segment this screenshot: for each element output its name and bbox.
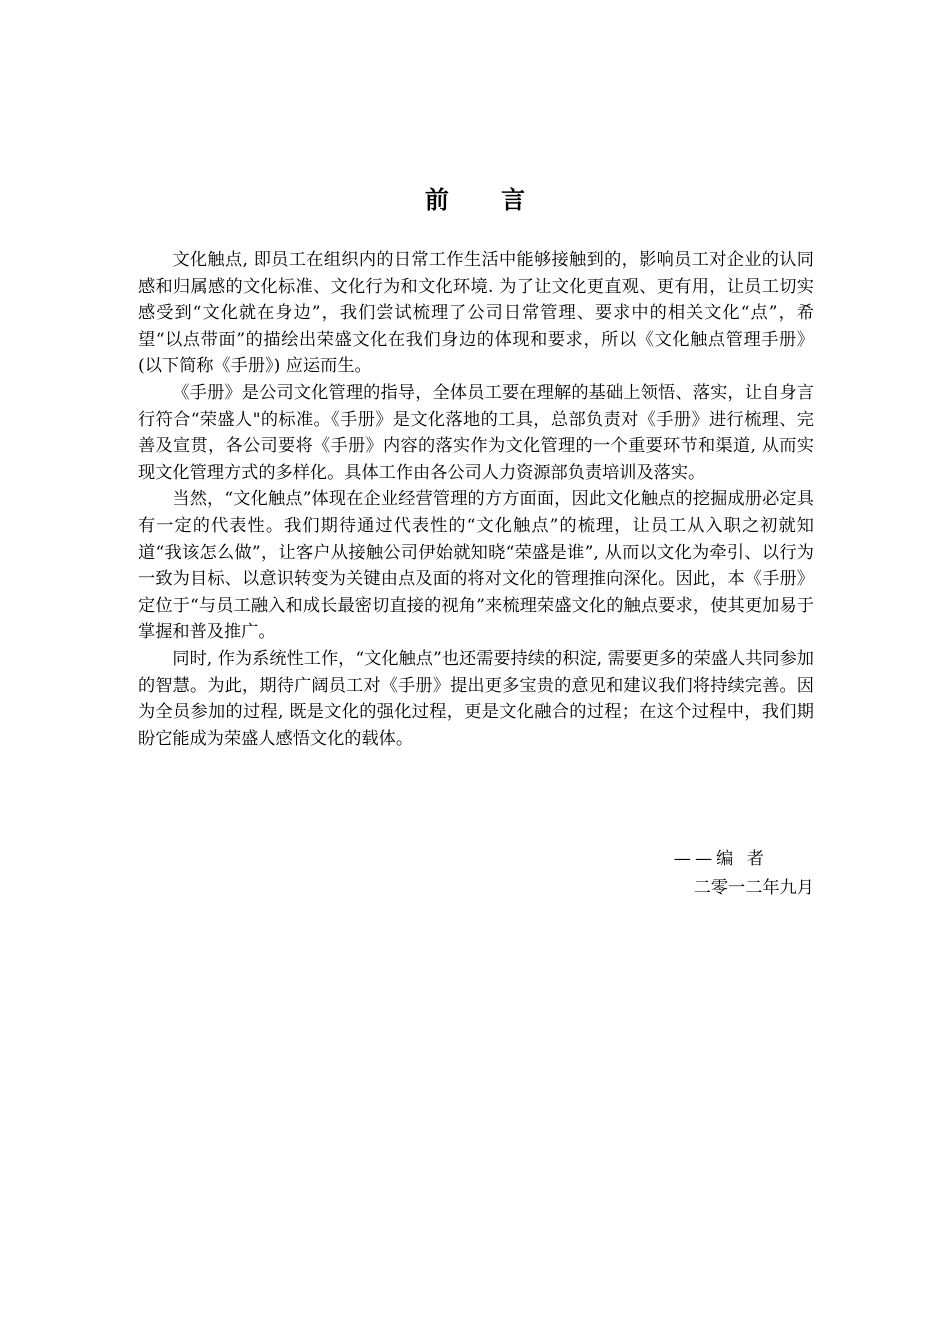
paragraph-4: 同时, 作为系统性工作，“文化触点”也还需要持续的积淀, 需要更多的荣盛人共同参加的智慧。为此，期待广阔员工对《手册》提出更多宝贵的意见和建议我们将持续完善。因为全员参加的过程, 既是文化的强化过程，更是文化融合的过程；在这个过程中，我们期盼它能成为荣盛人感悟文化的载体。: [138, 648, 814, 749]
page-title: 前 言: [424, 186, 548, 214]
paragraph-3: 当然，“文化触点”体现在企业经营管理的方方面面，因此文化触点的挖掘成册必定具有一定的代表性。我们期待通过代表性的“文化触点”的梳理，让员工从入职之初就知道“我该怎么做”，让客户从接触公司伊始就知晓“荣盛是谁”, 从而以文化为牵引、以行为一致为目标、以意识转变为关键由点及面的将对文化的管理推向深化。因此，本《手册》定位于“与员工融入和成长最密切直接的视角”来梳理荣盛文化的触点要求，使其更加易于掌握和普及推广。: [138, 489, 814, 643]
signature-date: 二零一二年九月: [693, 878, 814, 898]
signature-editor: ——编 者: [673, 849, 768, 869]
preface-body: [138, 247, 814, 752]
paragraph-2: 《手册》是公司文化管理的指导，全体员工要在理解的基础上领悟、落实，让自身言行符合“荣盛人"的标准。《手册》是文化落地的工具，总部负责对《手册》进行梳理、完善及宣贯，各公司要将《手册》内容的落实作为文化管理的一个重要环节和渠道, 从而实现文化管理方式的多样化。具体工作由各公司人力资源部负责培训及落实。: [138, 382, 814, 483]
paragraph-1: 文化触点, 即员工在组织内的日常工作生活中能够接触到的，影响员工对企业的认同感和归属感的文化标准、文化行为和文化环境. 为了让文化更直观、更有用，让员工切实感受到“文化就在身边”，我们尝试梳理了公司日常管理、要求中的相关文化“点”，希望“以点带面”的描绘出荣盛文化在我们身边的体现和要求，所以《文化触点管理手册》(以下简称《手册》) 应运而生。: [138, 250, 814, 377]
signature-block: [580, 845, 814, 903]
